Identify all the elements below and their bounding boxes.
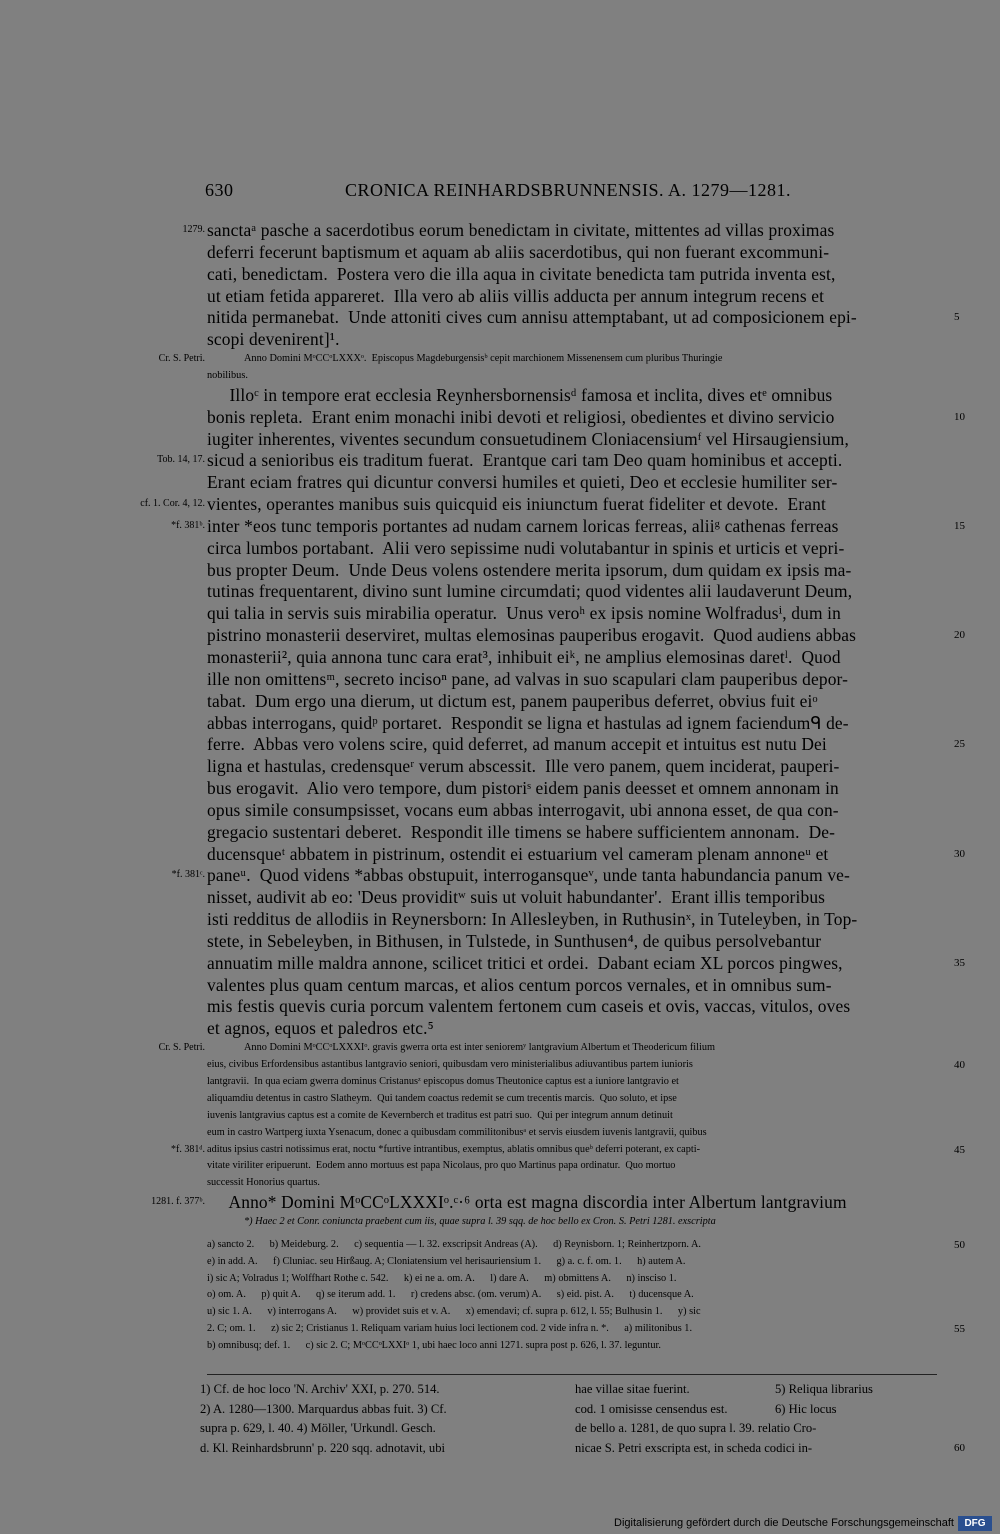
critical-apparatus [0,1237,1000,1355]
excerpt-text: aditus ipsius castri notissimus erat, noctu *furtive intrantibus, exemptus, ablatis omnibus queᵇ deferri poterant, ex capti- [207,1143,701,1155]
running-header [205,180,925,204]
body-line [0,865,1000,887]
excerpt-text: iuvenis lantgravius captus est a comite de Kevernberch et traditus est patri suo. Qui per integrum annum detinuit [207,1109,673,1121]
body-text: deferri fecerunt baptismum et aquam ab aliis sacerdotibus, qui non fuerant excommuni- [207,241,830,262]
body-line [0,734,1000,756]
line-number: 15 [954,519,965,532]
margin-reference: *f. 381ᵇ. [171,519,205,531]
excerpt-line [0,368,1000,385]
body-text: isti redditus de allodiis in Reynersborn: In Allesleyben, in Ruthusinˣ, in Tuteleyben, in Top- [207,909,858,930]
margin-reference: cf. 1. Cor. 4, 12. [140,498,205,510]
apparatus-line [0,1271,1000,1288]
line-number: 35 [954,956,965,969]
body-line [0,1192,1000,1214]
body-text: Erant eciam fratres qui dicuntur conversi humiles et quieti, Deo et ecclesie humiliter ser- [207,472,838,493]
star-note-row [0,1214,1000,1231]
footnote-column-text: 5) Reliqua librarius [775,1382,873,1396]
body-line [0,603,1000,625]
apparatus-text: u) sic 1. A. v) interrogans A. w) providet suis et v. A. x) emendavi; cf. supra p. 612, l. 55; Bulhusin 1. y) sic [207,1306,701,1318]
body-line [0,800,1000,822]
excerpt-line [0,1125,1000,1142]
body-line [0,220,1000,242]
line-number: 5 [954,311,960,324]
body-text: ut etiam fetida appareret. Illa vero ab aliis villis adducta per annum integrum recens et [207,285,825,306]
body-line [0,329,1000,351]
footnote-line [200,1439,965,1459]
body-line [0,472,1000,494]
footnote-separator [207,1374,937,1375]
excerpt-line [0,1142,1000,1159]
excerpt-text: eum in castro Wartperg iuxta Ysenacum, donec a quibusdam commilitonibusᵃ et servis eiusdem iuvenis lantgravii, quibus [207,1126,707,1138]
body-text: ferre. Abbas vero volens scire, quid deferret, ad manum accepit et intuitus est nutu Dei [207,734,827,755]
body-text: paneᵘ. Quod videns *abbas obstupuit, interrogansqueᵛ, unde tanta habundancia panum ve- [207,865,850,886]
body-text: stete, in Sebeleyben, in Bithusen, in Tulstede, in Sunthusen⁴, de quibus persolvebantur [207,930,822,951]
page-number: 630 [205,180,234,200]
excerpt-line [0,351,1000,368]
excerpt-line [0,1158,1000,1175]
body-text: cati, benedictam. Postera vero die illa aqua in civitate benedicta tam putrida inventa est, [207,263,836,284]
body-text: inter *eos tunc temporis portantes ad nudam carnem loricas ferreas, aliiᵍ cathenas ferreas [207,515,839,536]
star-note: *) Haec 2 et Conr. coniuncta praebent cum iis, quae supra l. 39 sqq. de hoc bello ex Cron. S. Petri 1281. exscripta [244,1216,716,1228]
body-text: pistrino monasterii deserviret, multas elemosinas pauperibus erogavit. Quod audiens abbas [207,625,857,646]
apparatus-line [0,1237,1000,1254]
body-text: et agnos, equos et paledros etc.⁵ [207,1018,434,1039]
body-text: abbas interrogans, quidᵖ portaret. Respondit se ligna et hastulas ad ignem faciendumᑫ de- [207,712,849,733]
body-line [0,286,1000,308]
body-line [0,581,1000,603]
excerpt-line [0,1108,1000,1125]
body-text: bus propter Deum. Unde Deus volens ostendere merita ipsorum, dum quidam ex ipsis ma- [207,559,852,580]
apparatus-line [0,1287,1000,1304]
footnote-line [200,1400,930,1420]
apparatus-text: o) om. A. p) quit A. q) se iterum add. 1. r) credens absc. (om. verum) A. s) eid. pist. A. t) ducensque A. [207,1289,694,1301]
footnote-column-text: supra p. 629, l. 40. 4) Möller, 'Urkundl. Gesch. [200,1421,436,1435]
margin-reference: Cr. S. Petri. [158,353,205,365]
body-text: tabat. Dum ergo una dierum, ut dictum est, panem pauperibus deferret, obvius fuit eiᵒ [207,690,818,711]
body-text: opus simile consumpsisset, vocans eum abbas interrogavit, ubi annona esset, de qua con- [207,799,839,820]
footer-text: Digitalisierung gefördert durch die Deutsche Forschungsgemeinschaft [614,1517,954,1529]
body-text: bonis repleta. Erant enim monachi inibi devoti et religiosi, obedientes et divino servicio [207,406,835,427]
line-number: 60 [954,1441,965,1454]
body-text: ille non omittensᵐ, secreto incisoⁿ pane, ad valvas in suo scapulari clam pauperibus depor- [207,668,849,689]
main-text [0,220,1000,1354]
excerpt-line [0,1175,1000,1192]
body-text: sicud a senioribus eis traditum fuerat. Erantque cari tam Deo quam hominibus et accepti. [207,450,843,471]
footnote-column-text: 2) A. 1280—1300. Marquardus abbas fuit. 3) Cf. [200,1401,447,1416]
body-line [0,429,1000,451]
excerpt-text: Anno Domini MᵒCCᵒLXXXIᵒ. gravis gwerra orta est inter senioremʸ lantgravium Albertum et Theodericum filium [244,1042,716,1054]
line-number: 45 [954,1143,965,1156]
apparatus-text: e) in add. A. f) Cluniac. seu Hirßaug. A; Cloniatensium vel herisauriensium 1. g) a. c. f. om. 1. h) autem A. [207,1255,686,1267]
body-text: iugiter inherentes, viventes secundum consuetudinem Cloniacensiumᶠ vel Hirsaugiensium, [207,428,849,449]
body-line [0,844,1000,866]
excerpt-text: aliquamdiu detentus in castro Slatheym. Qui tandem coactus redemit se cum trecentis marcis. Quo soluto, et ipse [207,1092,677,1104]
excerpt-text: lantgravii. In qua eciam gwerra dominus Cristanusᶻ episcopus domus Theutonice captus est a iuniore lantgravio et [207,1075,679,1087]
body-text: bus erogavit. Alio vero tempore, dum pistoriˢ eidem panis deesset et omnem annonam in [207,778,839,799]
margin-reference: 1279. [182,224,205,235]
body-text: nitida permanebat. Unde attoniti cives cum annisu attemptabant, ut ad composicionem epi- [207,307,857,328]
body-line [0,996,1000,1018]
body-text: Anno* Domini MᵒCCᵒLXXXIᵒ.ᶜ·⁶ orta est magna discordia inter Albertum lantgravium [207,1192,847,1213]
footer [606,1515,996,1533]
body-line [0,494,1000,516]
margin-reference: Tob. 14, 17. [157,454,205,466]
body-line [0,385,1000,407]
body-text: ligna et hastulas, credensqueʳ verum abscessit. Ille vero panem, quem inciderat, pauperi- [207,756,840,777]
excerpt-line [0,1074,1000,1091]
excerpt-text: vitate viriliter eripuerunt. Eodem anno mortuus est papa Nicolaus, pro quo Martinus papa ordinatur. Quo mortuo [207,1160,676,1172]
footnote-column-text: nicae S. Petri exscripta est, in scheda codici in- [575,1440,813,1455]
line-number: 25 [954,738,965,751]
body-line [0,242,1000,264]
body-line [0,407,1000,429]
body-line [0,713,1000,735]
excerpt-line [0,1091,1000,1108]
line-number: 40 [954,1059,965,1072]
margin-reference: *f. 381ᵈ. [171,1143,205,1155]
footnote-column-text: 6) Hic locus [775,1401,837,1416]
body-text: monasterii², quia annona tunc cara erat³, inhibuit eiᵏ, ne amplius elemosinas daretˡ. Quod [207,646,841,667]
excerpt-line [0,1040,1000,1057]
body-line [0,1018,1000,1040]
margin-reference: *f. 381ᶜ. [171,869,205,881]
body-line [0,953,1000,975]
body-text: vientes, operantes manibus suis quicquid eis iniunctum fuerat fideliter et devote. Erant [207,494,826,515]
line-number: 10 [954,410,965,423]
footnote-column-text: de bello a. 1281, de quo supra l. 39. relatio Cro- [575,1421,817,1435]
line-number: 55 [954,1322,965,1335]
body-text: ducensqueᵗ abbatem in pistrinum, ostendit ei estuarium vel cameram plenam annoneᵘ et [207,843,829,864]
body-line [0,560,1000,582]
excerpt-text: nobilibus. [207,369,248,381]
body-text: valentes plus quam centum marcas, et alios centum porcos vernales, et in omnibus sum- [207,974,832,995]
body-line [0,756,1000,778]
body-text: sanctaᵃ pasche a sacerdotibus eorum benedictam in civitate, mittentes ad villas proximas [207,220,835,240]
footnote-column-text: hae villae sitae fuerint. [575,1382,690,1396]
apparatus-text: a) sancto 2. b) Meideburg. 2. c) sequentia — l. 32. exscripsit Andreas (A). d) Reynisborn. 1; Reinhertzporn. A. [207,1238,701,1250]
body-text: annuatim mille maldra annone, scilicet tritici et ordei. Dabant eciam XL porcos pingwes, [207,952,843,973]
body-line [0,887,1000,909]
body-line [0,691,1000,713]
body-text: qui talia in servis suis mirabilia operatur. Unus veroʰ ex ipsis nomine Wolfradusⁱ, dum in [207,603,841,624]
footnote-line [200,1419,930,1439]
apparatus-line [0,1321,1000,1338]
apparatus-text: 2. C; om. 1. z) sic 2; Cristianus 1. Reliquam variam huius loci lectionem cod. 2 vide infra n. *. a) militonibus 1. [207,1322,693,1334]
line-number: 50 [954,1238,965,1251]
body-line [0,822,1000,844]
line-number: 30 [954,847,965,860]
body-text: tutinas frequentarent, divino sunt lumine circumdati; quod videntes alii laudaverunt Deum, [207,581,853,602]
body-line [0,625,1000,647]
margin-reference: 1281. f. 377ᵇ. [151,1196,205,1208]
line-number: 20 [954,629,965,642]
apparatus-line [0,1304,1000,1321]
footnote-line [200,1380,930,1400]
body-text: mis festis quevis curia porcum valentem fertonem cum caseis et ovis, vaccas, vitulos, oves [207,996,851,1017]
footnotes [200,1380,965,1458]
footnote-column-text: d. Kl. Reinhardsbrunn' p. 220 sqq. adnotavit, ubi [200,1440,446,1455]
body-text: gregacio sustentari deberet. Respondit ille timens se habere sufficientem annonam. De- [207,821,836,842]
body-line [0,931,1000,953]
excerpt-text: eius, civibus Erfordensibus astantibus lantgravio seniori, quibusdam vero ministerialibus adiuvantibus partem iunioris [207,1059,693,1071]
margin-reference: Cr. S. Petri. [158,1042,205,1054]
body-line [0,307,1000,329]
body-text: scopi devenirent]¹. [207,329,340,350]
excerpt-text: Anno Domini MᵒCCᵒLXXXᵒ. Episcopus Magdeburgensisᵇ cepit marchionem Missenensem cum pluribus Thuringie [244,353,723,365]
body-line [0,669,1000,691]
excerpt-line [0,1057,1000,1074]
dfg-logo: DFG [958,1516,992,1531]
body-text: Illoᶜ in tempore erat ecclesia Reynhersbornensisᵈ famosa et inclita, dives etᵉ omnibus [207,384,833,405]
body-line [0,516,1000,538]
apparatus-line [0,1254,1000,1271]
excerpt-text: successit Honorius quartus. [207,1177,320,1189]
body-text: circa lumbos portabant. Alii vero sepissime nudi volutabantur in spinis et urticis et vepri- [207,537,845,558]
footnote-column-text: 1) Cf. de hoc loco 'N. Archiv' XXI, p. 270. 514. [200,1382,440,1396]
body-line [0,538,1000,560]
body-line [0,909,1000,931]
body-line [0,647,1000,669]
apparatus-text: i) sic A; Volradus 1; Wolffhart Rothe c. 542. k) ei ne a. om. A. l) dare A. m) obmittens A. n) insciso 1. [207,1272,677,1284]
apparatus-text: b) omnibusq; def. 1. c) sic 2. C; MᵒCCᵒLXXIᵒ 1, ubi haec loco anni 1271. supra post p. 626, l. 37. leguntur. [207,1339,661,1351]
body-text: nisset, audivit ab eo: 'Deus providitʷ suis ut voluit habundanter'. Erant illis temporibus [207,887,826,908]
body-line [0,450,1000,472]
body-line [0,778,1000,800]
page-title: CRONICA REINHARDSBRUNNENSIS. A. 1279—1281. [345,180,792,200]
body-line [0,264,1000,286]
body-line [0,975,1000,997]
footnote-column-text: cod. 1 omisisse censendus est. [575,1401,728,1416]
apparatus-line [0,1338,1000,1355]
